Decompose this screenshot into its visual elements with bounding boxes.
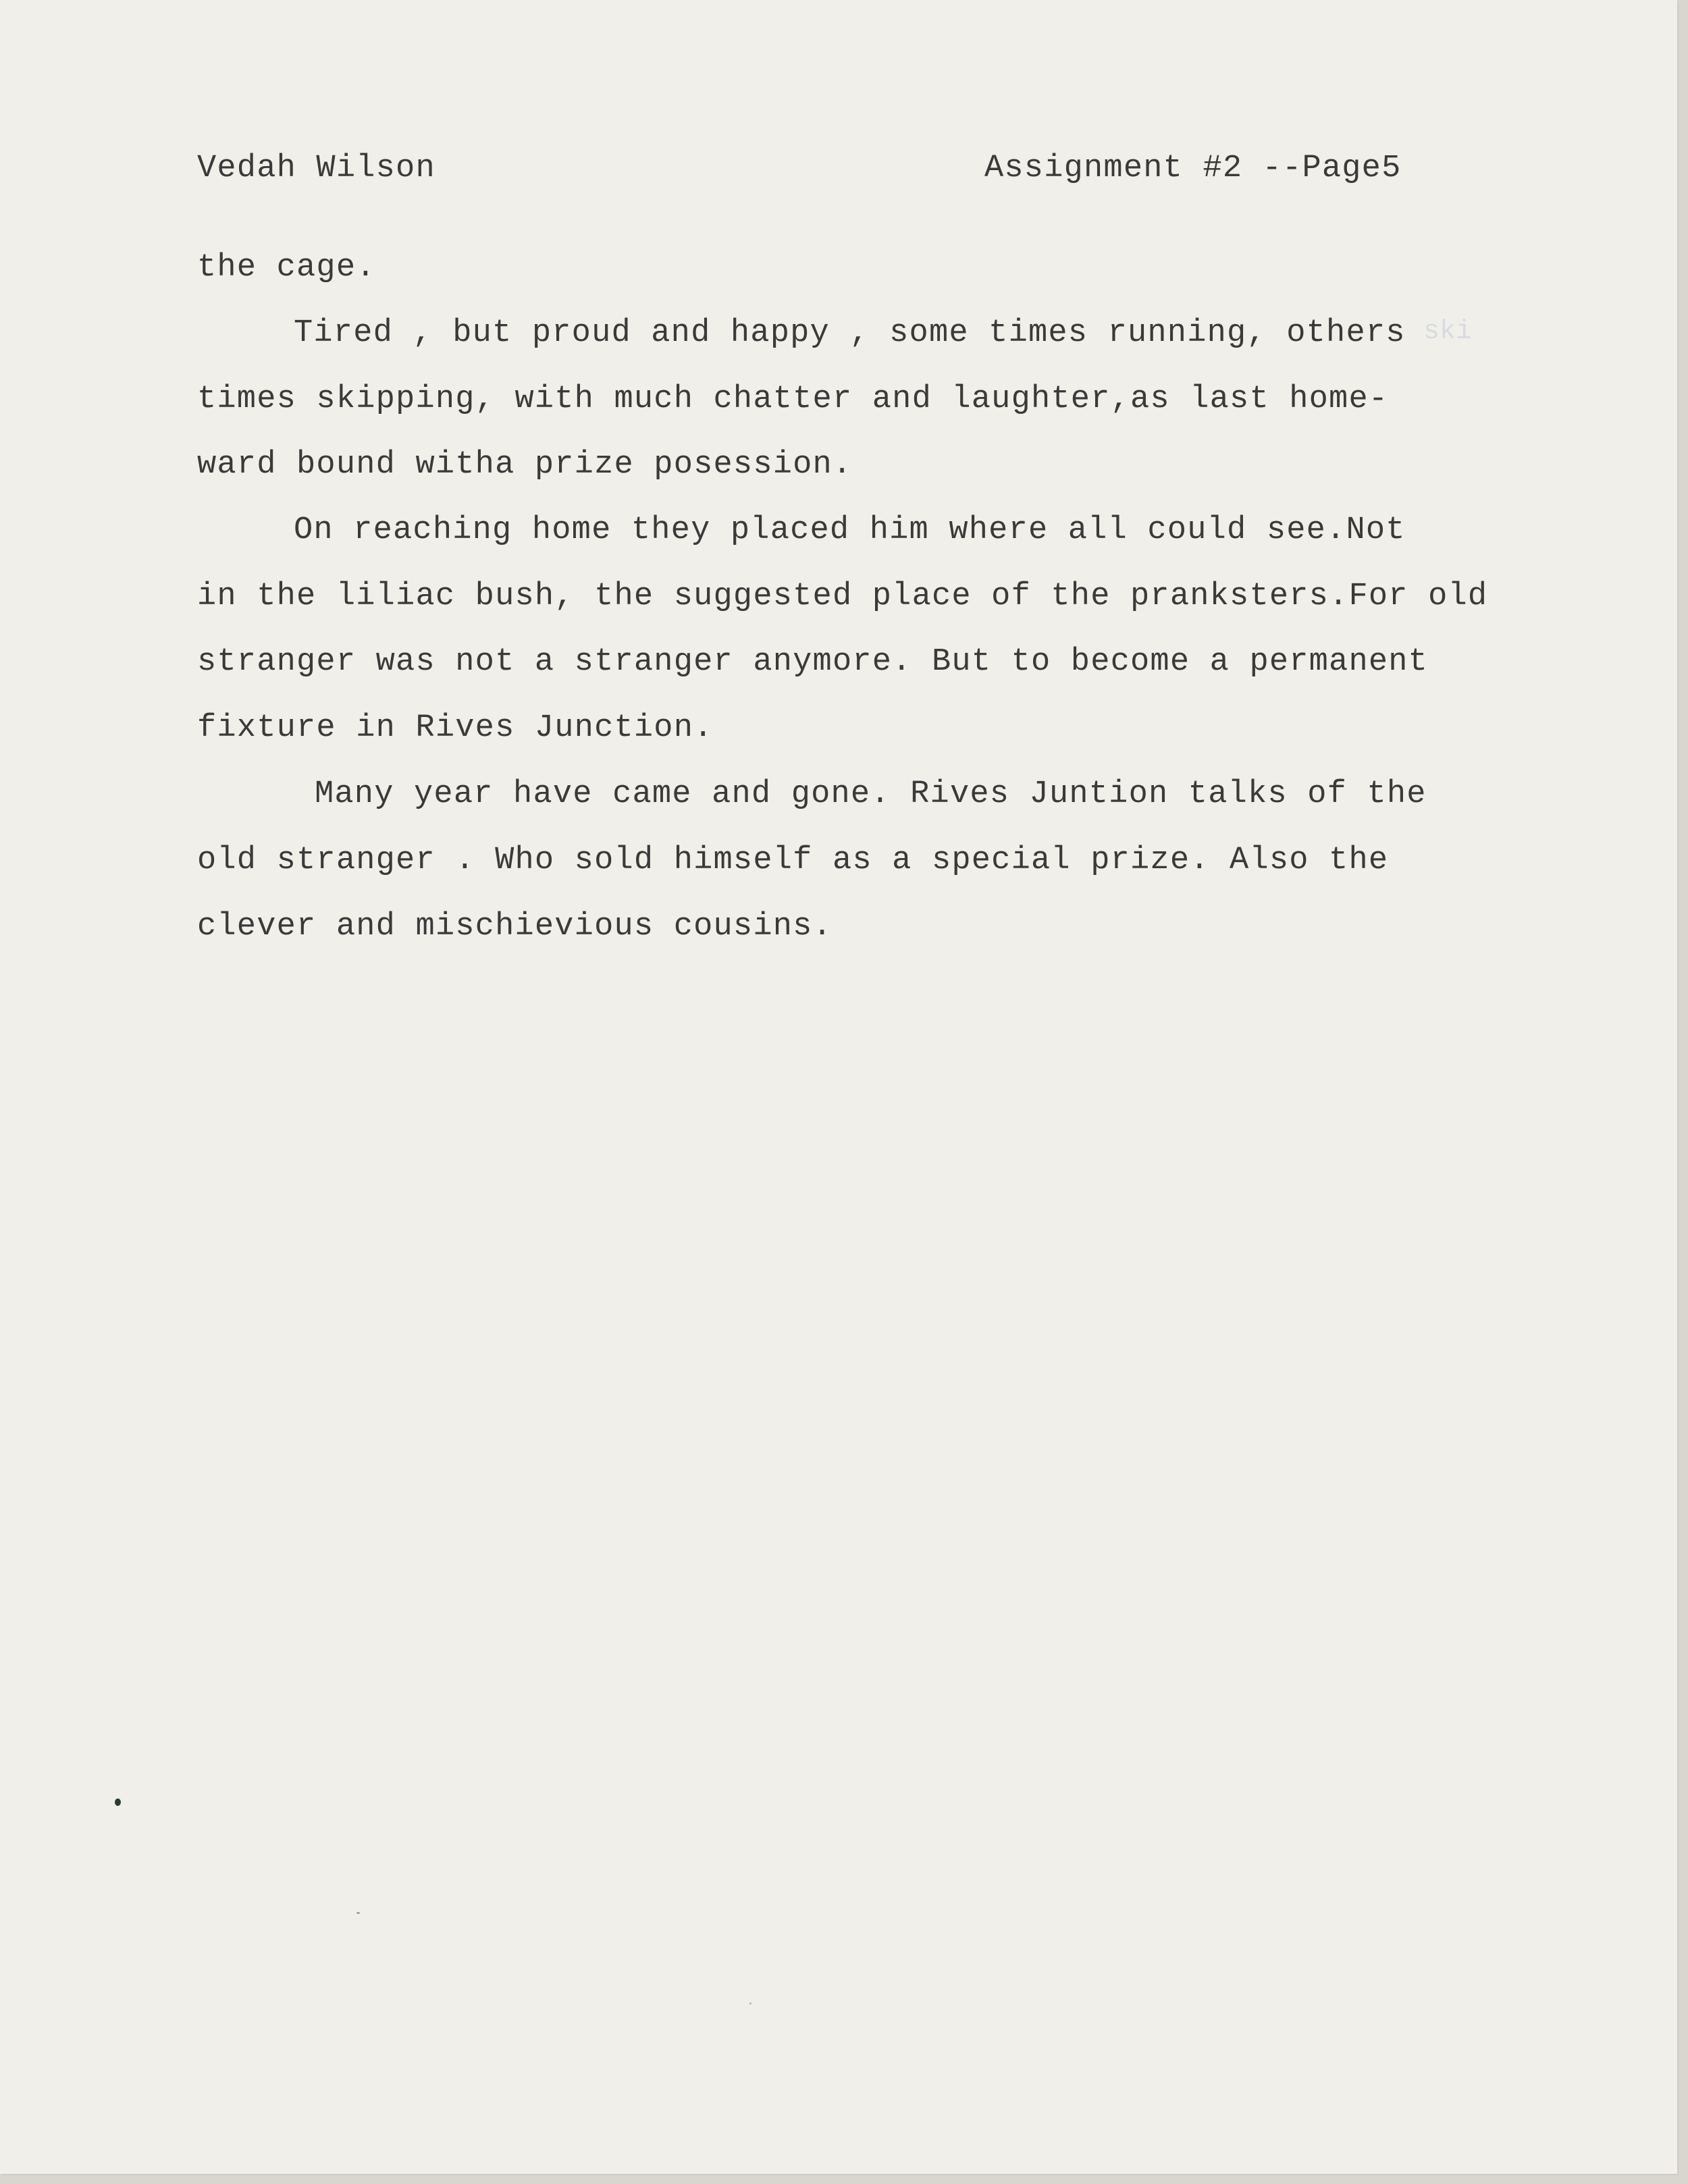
author-name: Vedah Wilson xyxy=(197,151,436,186)
body-line: fixture in Rives Junction. xyxy=(197,710,714,746)
body-line: Tired , but proud and happy , some times running, others xyxy=(294,315,1406,351)
body-line: stranger was not a stranger anymore. But to become a permanent xyxy=(197,644,1429,680)
body-line: the cage. xyxy=(197,250,376,286)
body-line: Many year have came and gone. Rives Juntion talks of the xyxy=(315,776,1427,812)
paper-mark xyxy=(357,1912,360,1914)
body-line: times skipping, with much chatter and laughter,as last home- xyxy=(197,381,1389,417)
assignment-page-label: Assignment #2 --Page5 xyxy=(984,151,1402,186)
body-line: old stranger . Who sold himself as a special prize. Also the xyxy=(197,843,1389,878)
body-line: clever and mischievious cousins. xyxy=(197,909,833,944)
paper-mark xyxy=(749,2002,751,2004)
body-line: in the liliac bush, the suggested place of the pranksters.For old xyxy=(197,579,1488,614)
faint-overstrike-text: ski xyxy=(1423,317,1473,347)
ink-speck xyxy=(115,1799,121,1806)
body-line: ward bound witha prize posession. xyxy=(197,447,853,483)
body-line: On reaching home they placed him where all could see.Not xyxy=(294,512,1406,548)
